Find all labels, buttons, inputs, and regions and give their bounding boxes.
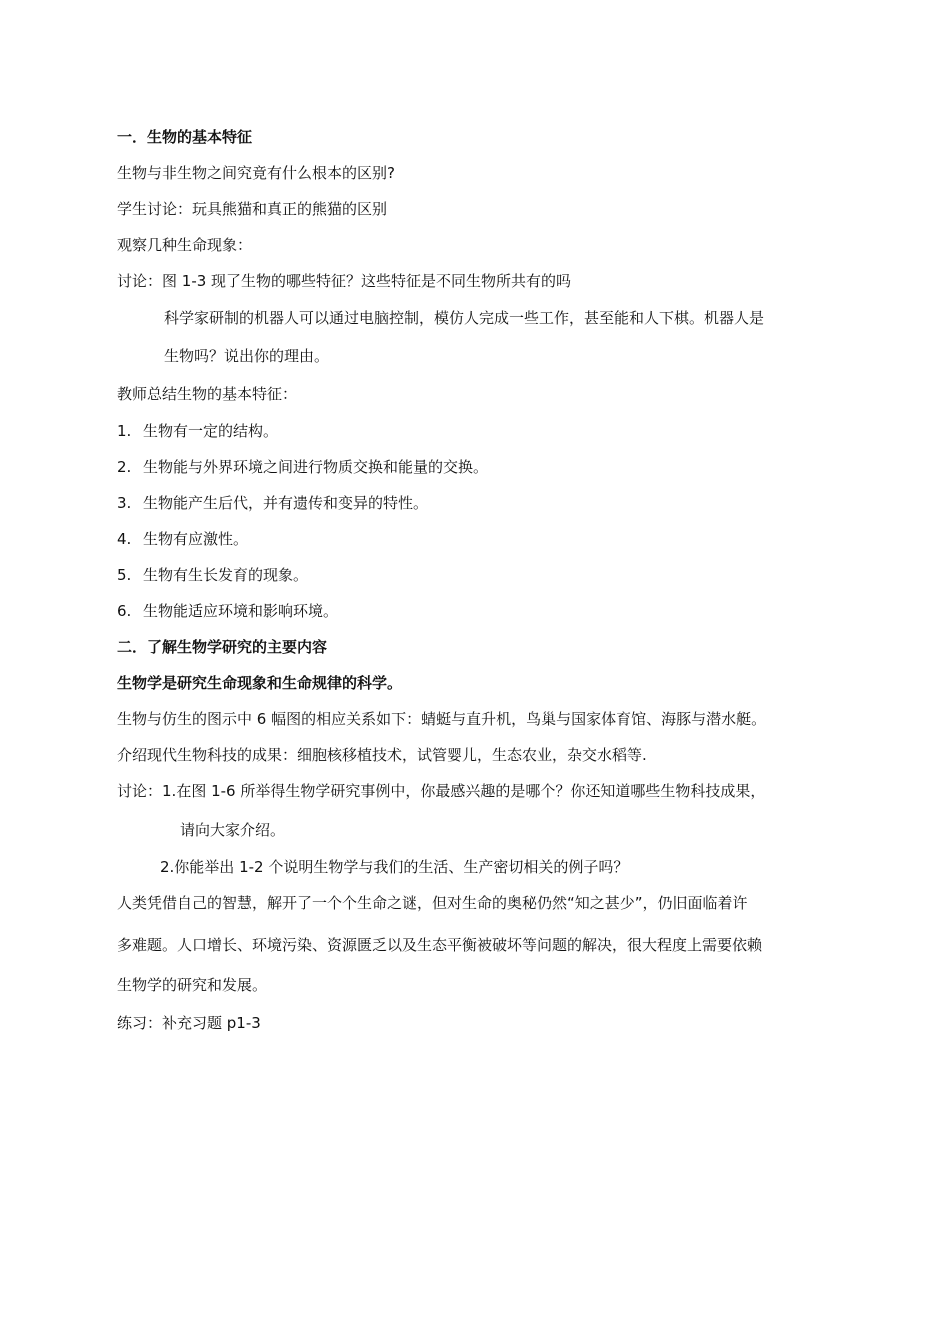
bionics-line: 生物与仿生的图示中 6 幅图的相应关系如下：蜻蜓与直升机，鸟巢与国家体育馆、海豚与潜水艇。: [117, 710, 767, 728]
robot-line-2: 生物吗？说出你的理由。: [164, 347, 330, 365]
robot-line-1: 科学家研制的机器人可以通过电脑控制，模仿人完成一些工作，甚至能和人下棋。机器人是: [164, 309, 765, 327]
section1-heading: 一．生物的基本特征: [117, 128, 253, 146]
feature-item: 6. 生物能适应环境和影响环境。: [117, 602, 339, 620]
feature-item: 2. 生物能与外界环境之间进行物质交换和能量的交换。: [117, 458, 489, 476]
closing-line-1: 人类凭借自己的智慧，解开了一个个生命之谜，但对生命的奥秘仍然“知之甚少”，仍旧面临着许: [117, 894, 748, 912]
discussion-question: 图 1-3 现了生物的哪些特征？这些特征是不同生物所共有的吗: [162, 272, 572, 290]
discussion-label: 讨论：: [117, 272, 163, 290]
definition-line: 生物学是研究生命现象和生命规律的科学。: [117, 674, 403, 692]
closing-line-3: 生物学的研究和发展。: [117, 976, 268, 994]
discussion2-item-1-cont: 请向大家介绍。: [180, 821, 286, 839]
student-discussion-line: 学生讨论：玩具熊猫和真正的熊猫的区别: [117, 200, 388, 218]
achievements-line: 介绍现代生物科技的成果：细胞核移植技术，试管婴儿，生态农业，杂交水稻等.: [117, 746, 647, 764]
discussion2-item-1: 1.在图 1-6 所举得生物学研究事例中，你最感兴趣的是哪个？你还知道哪些生物科技成果，: [162, 782, 766, 800]
question-line: 生物与非生物之间究竟有什么根本的区别?: [117, 164, 395, 182]
feature-item: 5. 生物有生长发育的现象。: [117, 566, 309, 584]
discussion-line: [117, 271, 571, 291]
exercise-line: 练习：补充习题 p1-3: [117, 1014, 261, 1032]
feature-item: 1. 生物有一定的结构。: [117, 422, 279, 440]
teacher-summary-line: 教师总结生物的基本特征：: [117, 385, 298, 403]
closing-line-2: 多难题。人口增长、环境污染、资源匮乏以及生态平衡被破坏等问题的解决，很大程度上需要依赖: [117, 936, 763, 954]
section2-heading: 二．了解生物学研究的主要内容: [117, 638, 328, 656]
discussion2-label: 讨论：: [117, 782, 163, 800]
discussion2-item-2: 2.你能举出 1-2 个说明生物学与我们的生活、生产密切相关的例子吗？: [160, 858, 629, 876]
feature-item: 3. 生物能产生后代，并有遗传和变异的特性。: [117, 494, 429, 512]
feature-item: 4. 生物有应激性。: [117, 530, 249, 548]
discussion2-line: [117, 781, 765, 801]
observe-line: 观察几种生命现象：: [117, 236, 253, 254]
